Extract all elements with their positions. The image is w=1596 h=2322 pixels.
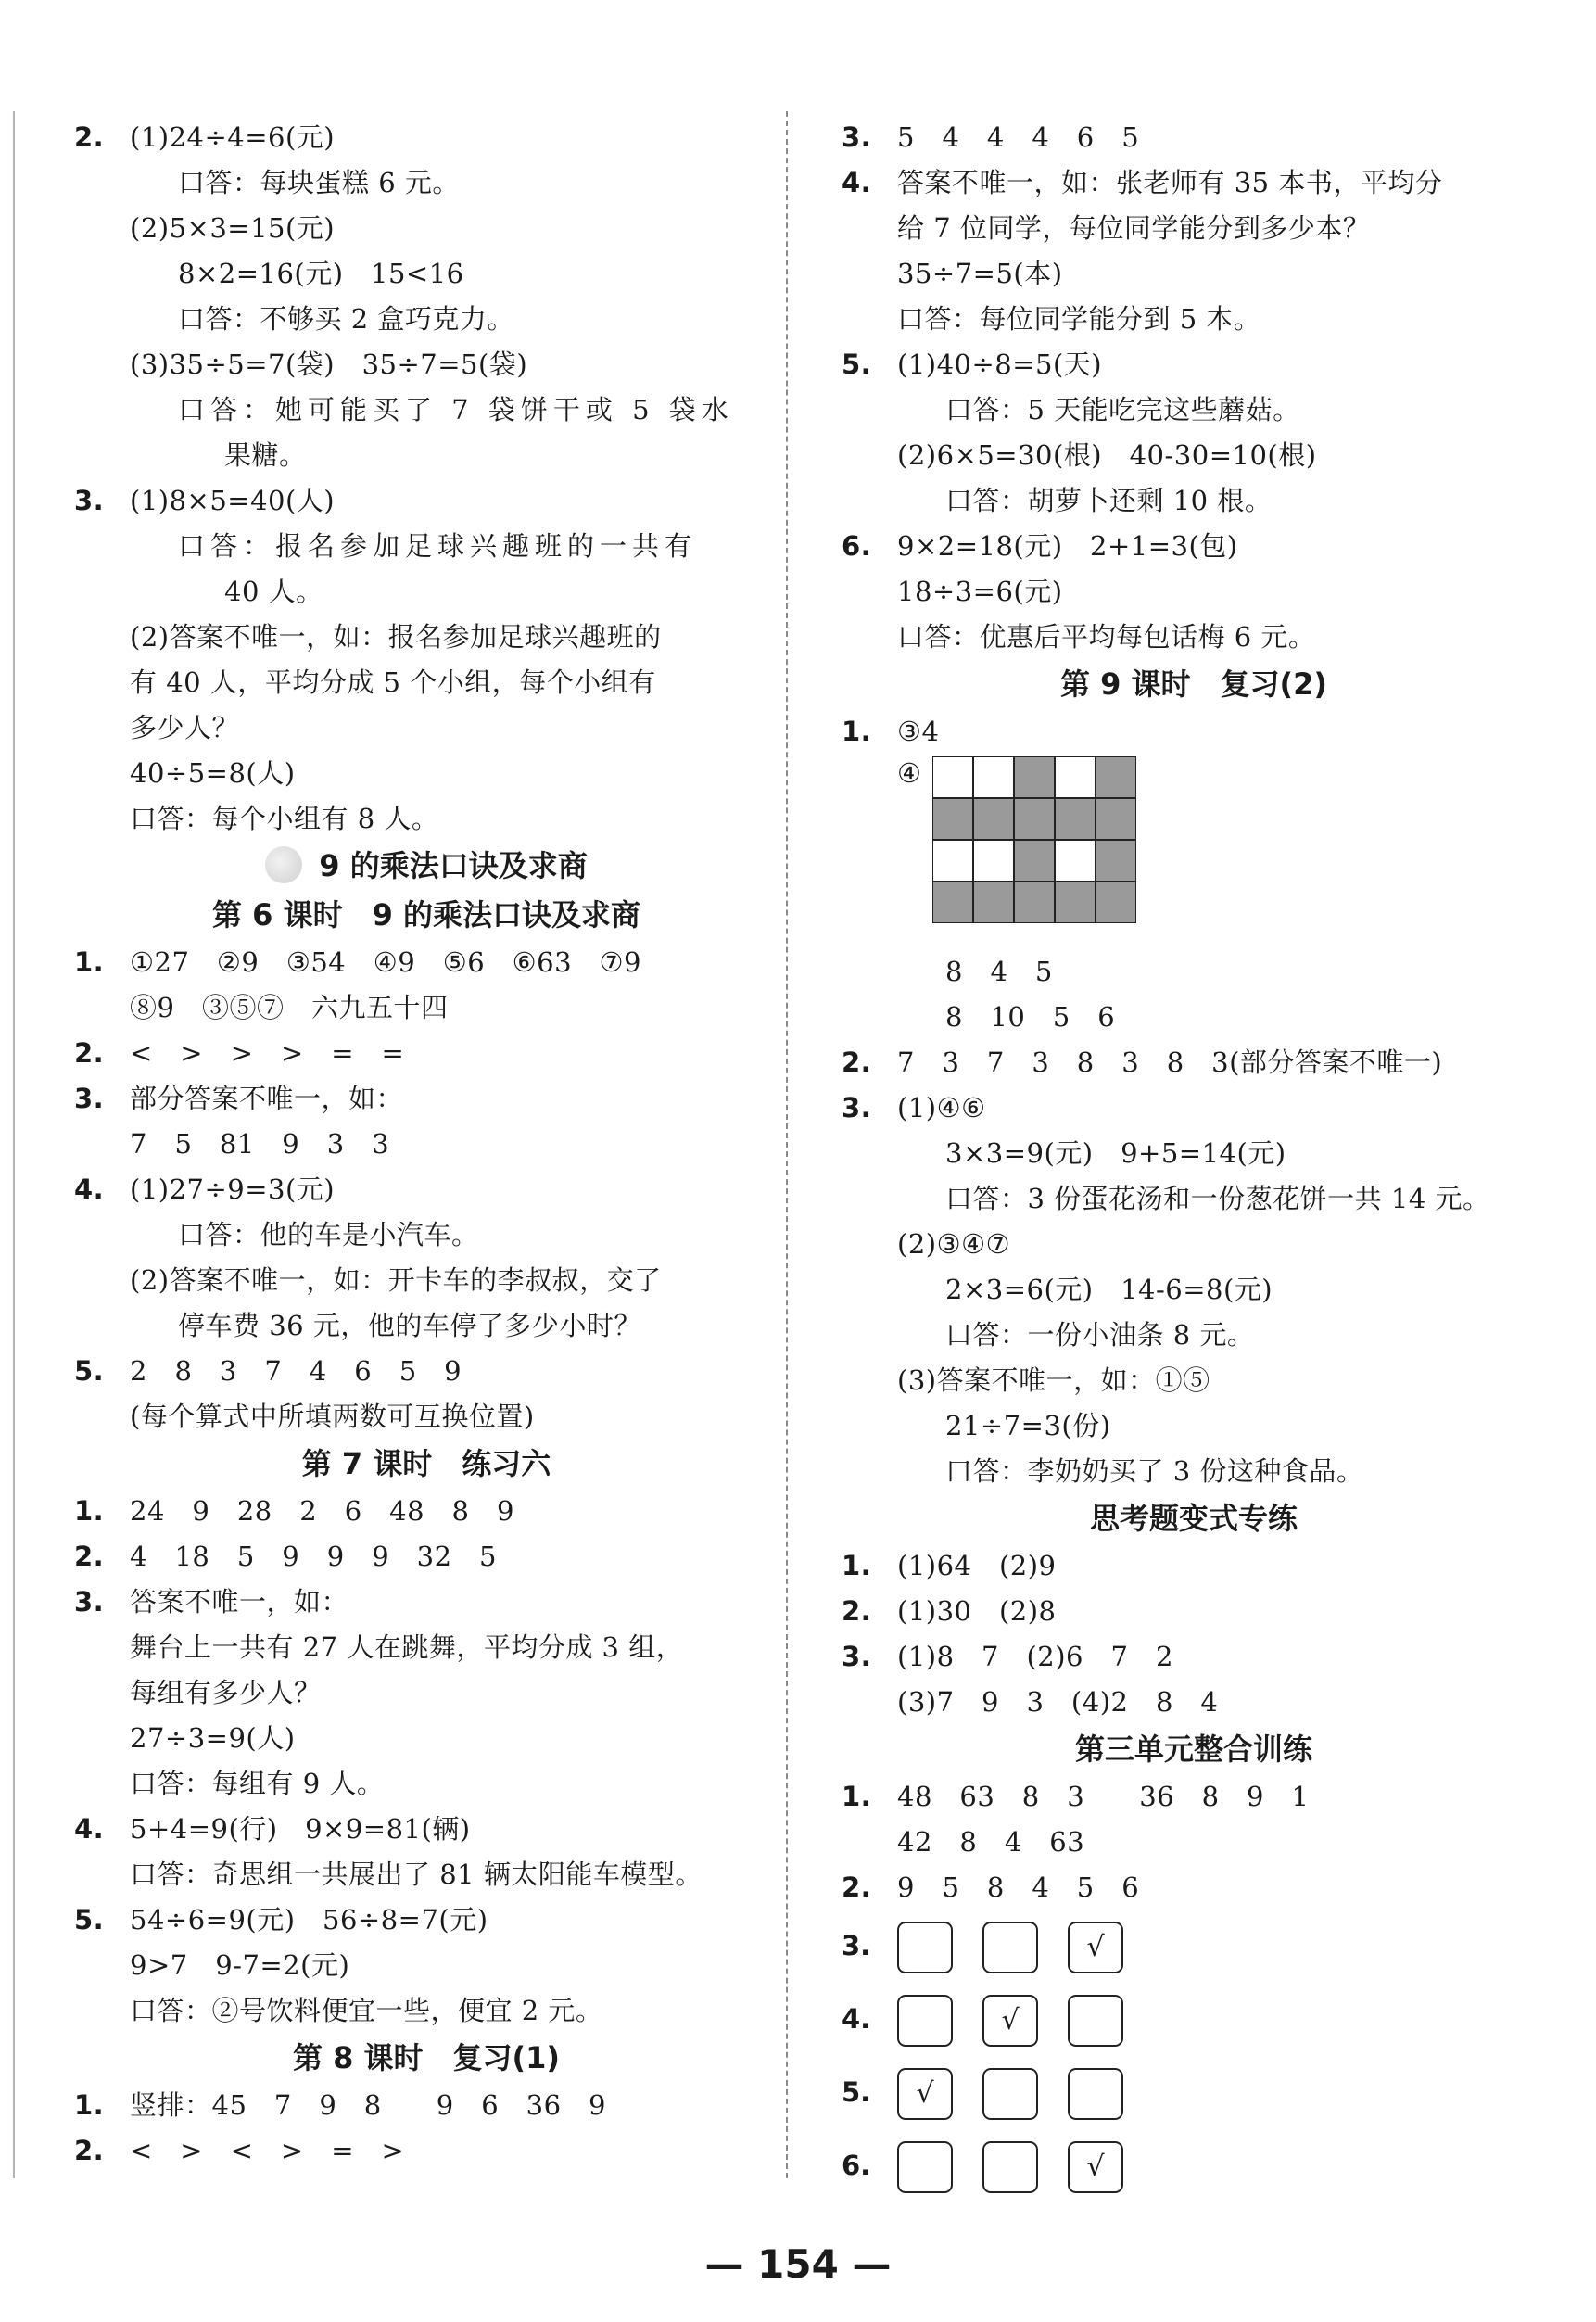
answer-line xyxy=(74,615,779,660)
answer-line xyxy=(74,569,779,615)
question-number: 1. xyxy=(74,946,105,978)
answer-line xyxy=(842,433,1546,478)
answer-text: 8×2=16(元) 15<16 xyxy=(178,258,464,289)
question-number: 3. xyxy=(842,1641,872,1672)
answer-text: (1)8 7 (2)6 7 2 xyxy=(897,1641,1173,1672)
empty-box xyxy=(982,2141,1038,2193)
question-number: 2. xyxy=(842,1872,872,1903)
grid-cell-shaded xyxy=(932,798,973,840)
answer-line xyxy=(74,1349,779,1394)
grid-cell xyxy=(932,840,973,882)
empty-box xyxy=(897,1995,953,2047)
grid-cell-shaded xyxy=(973,882,1014,923)
answer-text: 竖排：45 7 9 8 9 6 36 9 xyxy=(130,2089,607,2121)
section-heading xyxy=(74,1440,779,1489)
question-number: 3. xyxy=(74,1083,105,1114)
question-number: 1. xyxy=(74,1495,105,1527)
answer-text: 8 10 5 6 xyxy=(945,1001,1116,1033)
answer-line xyxy=(842,1131,1546,1176)
answer-text: 40 人。 xyxy=(224,576,323,607)
answer-line xyxy=(74,660,779,705)
question-number: 3. xyxy=(74,485,105,516)
answer-line xyxy=(74,1076,779,1122)
answer-line xyxy=(74,1761,779,1807)
question-number: 3. xyxy=(842,1092,872,1123)
heading-text: 第 9 课时 复习(2) xyxy=(1059,666,1328,702)
answer-line xyxy=(74,796,779,842)
checked-box: √ xyxy=(982,1995,1038,2047)
grid-cell-shaded xyxy=(932,882,973,923)
question-number: 2. xyxy=(74,1541,105,1572)
answer-line xyxy=(74,1303,779,1349)
checkbox-answer-row xyxy=(842,2057,1546,2130)
grid-cell-shaded xyxy=(1096,756,1136,798)
answer-text: 8 4 5 xyxy=(945,956,1053,987)
question-number: 3. xyxy=(842,121,872,153)
question-number: 2. xyxy=(74,2135,105,2166)
answer-text: (2)6×5=30(根) 40-30=10(根) xyxy=(897,439,1317,471)
checkbox-answer-row xyxy=(842,2130,1546,2203)
answer-line xyxy=(74,433,779,478)
answer-line xyxy=(842,342,1546,387)
answer-text: 7 5 81 9 3 3 xyxy=(130,1128,390,1160)
answer-text: 5+4=9(行) 9×9=81(辆) xyxy=(130,1813,471,1845)
answer-line xyxy=(74,1852,779,1897)
answer-text: 果糖。 xyxy=(224,439,307,471)
question-number: 5. xyxy=(842,2076,871,2108)
answer-text: 口答：胡萝卜还剩 10 根。 xyxy=(945,485,1273,516)
grid-cell-shaded xyxy=(1014,798,1055,840)
question-number: 1. xyxy=(842,716,872,747)
left-column xyxy=(74,115,779,2174)
grid-cell-shaded xyxy=(1055,882,1096,923)
answer-line xyxy=(74,1716,779,1761)
answer-line xyxy=(842,615,1546,660)
grid-cell-shaded xyxy=(1096,840,1136,882)
section-circle-icon xyxy=(265,846,302,883)
grid-cell xyxy=(1055,840,1096,882)
answer-text: 27÷3=9(人) xyxy=(130,1722,296,1754)
answer-line xyxy=(842,1449,1546,1494)
empty-box xyxy=(1068,1995,1123,2047)
answer-text: (1)27÷9=3(元) xyxy=(130,1174,336,1205)
answer-text: 停车费 36 元，他的车停了多少小时？ xyxy=(178,1310,641,1341)
answer-line xyxy=(74,115,779,160)
answer-line xyxy=(74,342,779,387)
answer-text: ⑧9 ③⑤⑦ 六九五十四 xyxy=(130,992,449,1023)
right-column xyxy=(842,115,1546,2203)
answer-text: 口答：3 份蛋花汤和一份葱花饼一共 14 元。 xyxy=(945,1183,1490,1214)
answer-line xyxy=(74,1394,779,1440)
answer-text: 5 4 4 4 6 5 xyxy=(897,121,1140,153)
section-heading xyxy=(842,1725,1546,1774)
grid-cell-shaded xyxy=(1055,798,1096,840)
answer-line xyxy=(74,206,779,251)
page-edge-line xyxy=(13,111,15,2178)
grid-cell-shaded xyxy=(1014,882,1055,923)
answer-text: 3×3=9(元) 9+5=14(元) xyxy=(945,1137,1286,1169)
grid-cell-shaded xyxy=(1096,798,1136,840)
question-number: 2. xyxy=(842,1595,872,1627)
answer-text: 口答：每块蛋糕 6 元。 xyxy=(178,167,460,198)
answer-text: ①27 ②9 ③54 ④9 ⑤6 ⑥63 ⑦9 xyxy=(130,946,641,978)
answer-line xyxy=(842,478,1546,524)
answer-line xyxy=(842,115,1546,160)
answer-text: 18÷3=6(元) xyxy=(897,576,1063,607)
answer-text: 答案不唯一，如：张老师有 35 本书，平均分 xyxy=(897,167,1443,198)
answer-line xyxy=(842,1403,1546,1449)
answer-text: 21÷7=3(份) xyxy=(945,1410,1111,1441)
answer-line xyxy=(74,297,779,342)
answer-text: (3)35÷5=7(袋) 35÷7=5(袋) xyxy=(130,349,528,380)
answer-text: (1)64 (2)9 xyxy=(897,1550,1057,1581)
checked-box: √ xyxy=(1068,1922,1123,1973)
answer-line xyxy=(842,1358,1546,1403)
question-number: 4. xyxy=(842,2003,871,2035)
answer-text: 口答：他的车是小汽车。 xyxy=(178,1219,479,1250)
question-number: 5. xyxy=(842,349,872,380)
answer-text: 口答：5 天能吃完这些蘑菇。 xyxy=(945,394,1300,425)
answer-line xyxy=(842,206,1546,251)
answer-text: 54÷6=9(元) 56÷8=7(元) xyxy=(130,1904,488,1935)
answer-line xyxy=(842,709,1546,755)
answer-text: 42 8 4 63 xyxy=(897,1826,1085,1858)
question-number: 1. xyxy=(842,1781,872,1812)
answer-text: (3)7 9 3 (4)2 8 4 xyxy=(897,1686,1219,1718)
answer-text: 多少人？ xyxy=(130,712,240,743)
answer-text: 舞台上一共有 27 人在跳舞，平均分成 3 组， xyxy=(130,1631,684,1663)
heading-text: 思考题变式专练 xyxy=(1089,1501,1298,1536)
answer-text: 9>7 9-7=2(元) xyxy=(130,1949,350,1981)
answer-text: (2)答案不唯一，如：开卡车的李叔叔，交了 xyxy=(130,1264,662,1296)
answer-text: 口答：每组有 9 人。 xyxy=(130,1768,385,1799)
grid-cell xyxy=(973,756,1014,798)
answer-line xyxy=(74,1580,779,1625)
answer-line xyxy=(74,1943,779,1988)
answer-text: (2)③④⑦ xyxy=(897,1228,1011,1260)
answer-line xyxy=(842,569,1546,615)
answer-line xyxy=(74,2083,779,2128)
answer-text: 4 18 5 9 9 9 32 5 xyxy=(130,1541,498,1572)
grid-cell-shaded xyxy=(1096,882,1136,923)
grid-cell-shaded xyxy=(1014,756,1055,798)
answer-line xyxy=(74,387,779,433)
answer-text: 口答：不够买 2 盒巧克力。 xyxy=(178,303,514,335)
answer-line xyxy=(842,1774,1546,1820)
answer-text: (2)答案不唯一，如：报名参加足球兴趣班的 xyxy=(130,621,662,653)
answer-line xyxy=(842,1820,1546,1865)
answer-text: 2×3=6(元) 14-6=8(元) xyxy=(945,1274,1273,1305)
answer-text: ③4 xyxy=(897,716,940,747)
answer-line xyxy=(74,1670,779,1716)
answer-line xyxy=(842,1267,1546,1313)
answer-line xyxy=(74,1167,779,1212)
answer-text: 口答：奇思组一共展出了 81 辆太阳能车模型。 xyxy=(130,1859,703,1890)
answer-line xyxy=(74,524,779,569)
column-divider xyxy=(786,111,788,2178)
empty-box xyxy=(982,1922,1038,1973)
answer-line xyxy=(842,251,1546,297)
answer-line xyxy=(74,251,779,297)
answer-text: 口答：她可能买了 7 袋饼干或 5 袋水 xyxy=(178,394,734,425)
grid-cell xyxy=(973,840,1014,882)
answer-line xyxy=(842,1222,1546,1267)
answer-text: 口答：每个小组有 8 人。 xyxy=(130,803,439,834)
answer-line xyxy=(842,387,1546,433)
grid-cell xyxy=(932,756,973,798)
answer-text: 9 5 8 4 5 6 xyxy=(897,1872,1140,1903)
answer-text: 口答：每位同学能分到 5 本。 xyxy=(897,303,1261,335)
page-number: — 154 — xyxy=(704,2241,892,2287)
answer-text: 有 40 人，平均分成 5 个小组，每个小组有 xyxy=(130,666,656,698)
answer-text: 口答：李奶奶买了 3 份这种食品。 xyxy=(945,1455,1364,1487)
answer-text: 给 7 位同学，每位同学能分到多少本？ xyxy=(897,212,1371,244)
answer-line xyxy=(842,297,1546,342)
checkbox-answer-row xyxy=(842,1984,1546,2057)
answer-text: (1)30 (2)8 xyxy=(897,1595,1057,1627)
answer-line xyxy=(74,478,779,524)
empty-box xyxy=(897,1922,953,1973)
answer-text: 2 8 3 7 4 6 5 9 xyxy=(130,1355,462,1387)
section-heading xyxy=(842,660,1546,709)
answer-line xyxy=(842,1865,1546,1910)
answer-text: 答案不唯一，如： xyxy=(130,1586,349,1618)
answer-line xyxy=(842,1543,1546,1589)
grid-cell xyxy=(1055,756,1096,798)
empty-box xyxy=(982,2068,1038,2120)
answer-line xyxy=(842,524,1546,569)
answer-text: 35÷7=5(本) xyxy=(897,258,1063,289)
answer-line xyxy=(842,1589,1546,1634)
answer-line xyxy=(74,1489,779,1534)
answer-text: 7 3 7 3 8 3 8 3(部分答案不唯一) xyxy=(897,1047,1443,1078)
answer-line xyxy=(74,1031,779,1076)
answer-line xyxy=(74,1534,779,1580)
question-number: 3. xyxy=(842,1930,871,1961)
answer-text: (3)答案不唯一，如：①⑤ xyxy=(897,1364,1210,1396)
checked-box: √ xyxy=(1068,2141,1123,2193)
question-number: 3. xyxy=(74,1586,105,1618)
answer-text: 部分答案不唯一，如： xyxy=(130,1083,404,1114)
answer-line xyxy=(74,985,779,1031)
answer-text: 口答：报名参加足球兴趣班的一共有 xyxy=(178,530,698,562)
answer-line xyxy=(74,2128,779,2174)
answer-text: 40÷5=8(人) xyxy=(130,757,296,789)
answer-text: (1)④⑥ xyxy=(897,1092,986,1123)
answer-text: 口答：②号饮料便宜一些，便宜 2 元。 xyxy=(130,1995,603,2026)
section-heading xyxy=(74,842,779,891)
empty-box xyxy=(1068,2068,1123,2120)
answer-line xyxy=(842,1634,1546,1680)
answer-line xyxy=(74,1807,779,1852)
heading-text: 第 8 课时 复习(1) xyxy=(292,2040,561,2075)
answer-line xyxy=(74,1988,779,2034)
question-number: 2. xyxy=(842,1047,872,1078)
answer-line xyxy=(74,1258,779,1303)
answer-text: 9×2=18(元) 2+1=3(包) xyxy=(897,530,1238,562)
answer-line xyxy=(842,995,1546,1040)
answer-text: (1)24÷4=6(元) xyxy=(130,121,336,153)
answer-text: (每个算式中所填两数可互换位置) xyxy=(130,1401,535,1432)
section-heading xyxy=(74,2034,779,2083)
answer-line xyxy=(842,1085,1546,1131)
question-number: 4. xyxy=(74,1174,105,1205)
heading-text: 第 7 课时 练习六 xyxy=(301,1446,551,1481)
answer-line xyxy=(74,1212,779,1258)
heading-text: 第 6 课时 9 的乘法口诀及求商 xyxy=(212,897,640,933)
grid-cell-shaded xyxy=(1014,840,1055,882)
empty-box xyxy=(897,2141,953,2193)
question-number: 2. xyxy=(74,1037,105,1069)
answer-text: 每组有多少人？ xyxy=(130,1677,322,1708)
answer-line xyxy=(842,1040,1546,1085)
heading-text: 第三单元整合训练 xyxy=(1074,1732,1312,1767)
answer-text: (1)8×5=40(人) xyxy=(130,485,336,516)
heading-text: 9 的乘法口诀及求商 xyxy=(319,848,588,883)
answer-line xyxy=(842,949,1546,995)
answer-line xyxy=(74,705,779,751)
answer-line xyxy=(842,1680,1546,1725)
question-number: 4. xyxy=(74,1813,105,1845)
answer-text: (1)40÷8=5(天) xyxy=(897,349,1103,380)
section-heading xyxy=(842,1494,1546,1543)
answer-line xyxy=(842,160,1546,206)
question-number: 6. xyxy=(842,530,872,562)
answer-line xyxy=(74,940,779,985)
answer-text: 24 9 28 2 6 48 8 9 xyxy=(130,1495,514,1527)
answer-text: 口答：一份小油条 8 元。 xyxy=(945,1319,1255,1351)
answer-text: 口答：优惠后平均每包话梅 6 元。 xyxy=(897,621,1316,653)
answer-text: < > < > = > xyxy=(130,2135,405,2166)
answer-line xyxy=(74,1625,779,1670)
answer-line xyxy=(74,1897,779,1943)
question-number: 6. xyxy=(842,2150,871,2181)
grid-figure-row xyxy=(842,755,1546,949)
question-number: 4. xyxy=(842,167,872,198)
answer-text: (2)5×3=15(元) xyxy=(130,212,336,244)
answer-line xyxy=(74,1122,779,1167)
figure-label: ④ xyxy=(897,757,921,789)
question-number: 5. xyxy=(74,1355,105,1387)
checked-box: √ xyxy=(897,2068,953,2120)
answer-line xyxy=(842,1313,1546,1358)
answer-line xyxy=(842,1176,1546,1222)
question-number: 5. xyxy=(74,1904,105,1935)
section-heading xyxy=(74,891,779,940)
answer-line xyxy=(74,160,779,206)
answer-text: 48 63 8 3 36 8 9 1 xyxy=(897,1781,1310,1812)
answer-line xyxy=(74,751,779,796)
question-number: 1. xyxy=(74,2089,105,2121)
checkbox-answer-row xyxy=(842,1910,1546,1984)
question-number: 1. xyxy=(842,1550,872,1581)
question-number: 2. xyxy=(74,121,105,153)
grid-cell-shaded xyxy=(973,798,1014,840)
answer-text: < > > > = = xyxy=(130,1037,405,1069)
